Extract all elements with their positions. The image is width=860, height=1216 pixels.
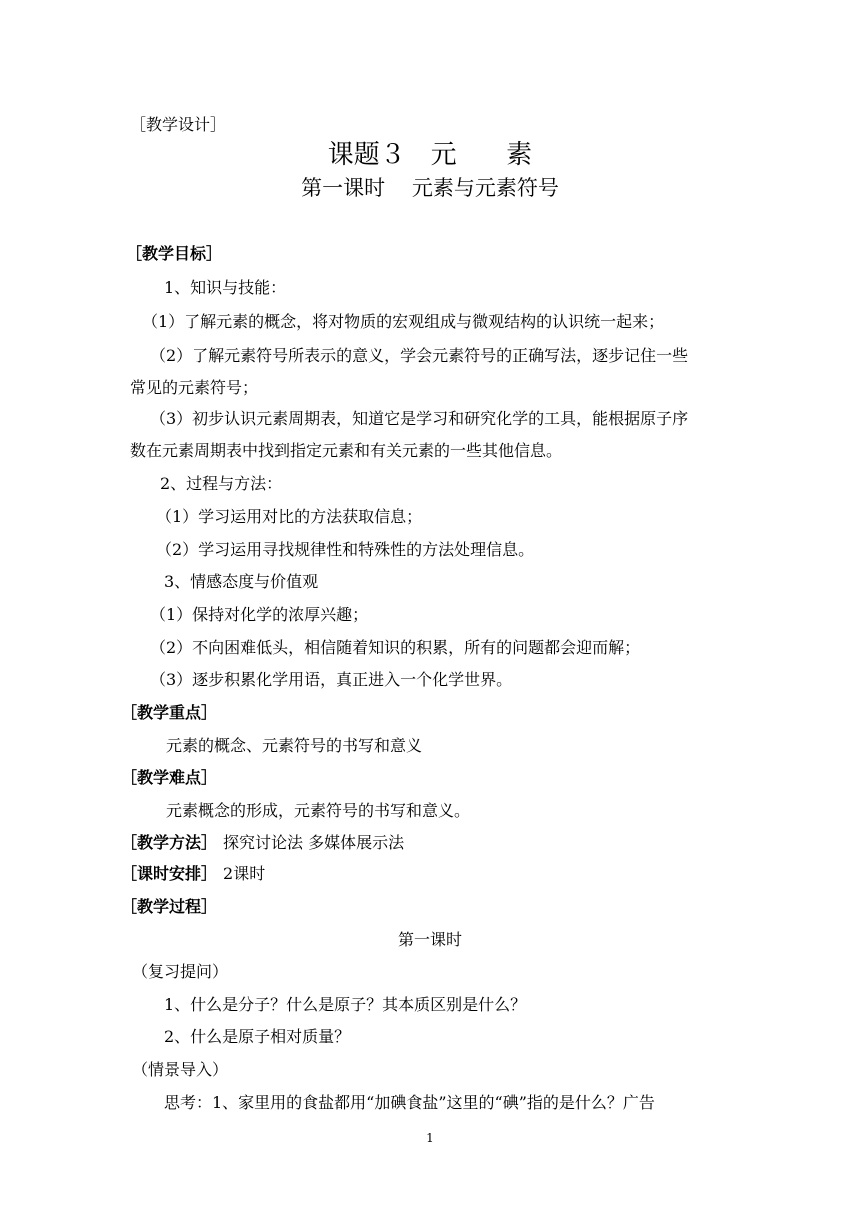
knowledge-heading: 1、知识与技能： bbox=[164, 278, 287, 297]
header-tag: ［教学设计］ bbox=[130, 115, 227, 134]
page-subtitle: 第一课时 元素与元素符号 bbox=[301, 176, 559, 200]
key-points-heading: ［教学重点］ bbox=[121, 703, 218, 722]
knowledge-item-3-line-1: （3）初步认识元素周期表，知道它是学习和研究化学的工具，能根据原子序 bbox=[150, 409, 689, 428]
schedule-row bbox=[121, 864, 265, 884]
emotion-item-2: （2）不向困难低头，相信随着知识的积累，所有的问题都会迎而解； bbox=[150, 638, 641, 657]
process-item-2: （2）学习运用寻找规律性和特殊性的方法处理信息。 bbox=[156, 540, 535, 559]
methods-row bbox=[121, 833, 404, 853]
knowledge-item-1: （1）了解元素的概念，将对物质的宏观组成与微观结构的认识统一起来； bbox=[142, 312, 665, 331]
review-question-1: 1、什么是分子？什么是原子？其本质区别是什么？ bbox=[164, 995, 527, 1014]
emotion-heading: 3、情感态度与价值观 bbox=[164, 572, 319, 591]
objectives-heading: ［教学目标］ bbox=[126, 244, 223, 263]
process-item-1: （1）学习运用对比的方法获取信息； bbox=[156, 507, 423, 526]
methods-heading: ［教学方法］ bbox=[121, 833, 218, 852]
schedule-text: 2课时 bbox=[223, 864, 266, 883]
intro-label: （情景导入） bbox=[132, 1060, 229, 1079]
review-label: （复习提问） bbox=[132, 962, 229, 981]
page-title: 课题３ 元 素 bbox=[327, 140, 533, 170]
process-section-heading: ［教学过程］ bbox=[121, 897, 218, 916]
page-number: 1 bbox=[426, 1131, 434, 1145]
emotion-item-3: （3）逐步积累化学用语，真正进入一个化学世界。 bbox=[150, 670, 513, 689]
thinking-prompt: 思考：1、家里用的食盐都用“加碘食盐”这里的“碘”指的是什么？广告 bbox=[164, 1093, 655, 1112]
schedule-heading: ［课时安排］ bbox=[121, 864, 218, 883]
knowledge-item-2-line-2: 常见的元素符号； bbox=[130, 378, 259, 397]
methods-text: 探究讨论法 多媒体展示法 bbox=[223, 833, 405, 852]
review-question-2: 2、什么是原子相对质量？ bbox=[164, 1027, 351, 1046]
difficulties-text: 元素概念的形成，元素符号的书写和意义。 bbox=[166, 801, 471, 820]
period-label: 第一课时 bbox=[397, 930, 462, 949]
key-points-text: 元素的概念、元素符号的书写和意义 bbox=[166, 736, 423, 755]
knowledge-item-2-line-1: （2）了解元素符号所表示的意义，学会元素符号的正确写法，逐步记住一些 bbox=[150, 346, 689, 365]
process-heading: 2、过程与方法： bbox=[160, 474, 283, 493]
emotion-item-1: （1）保持对化学的浓厚兴趣； bbox=[150, 605, 369, 624]
difficulties-heading: ［教学难点］ bbox=[121, 768, 218, 787]
knowledge-item-3-line-2: 数在元素周期表中找到指定元素和有关元素的一些其他信息。 bbox=[130, 441, 563, 460]
